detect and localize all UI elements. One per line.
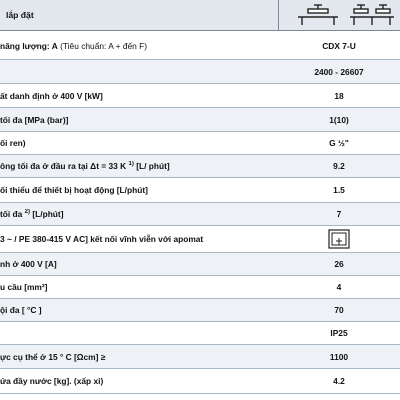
row-label (0, 352, 278, 362)
row-label-text: nh ở 400 V [A] (0, 259, 57, 269)
table-row (0, 253, 400, 276)
header-divider (278, 0, 279, 30)
row-label (0, 259, 278, 269)
row-label-text: ối thiểu để thiết bị hoạt động [L/phút] (0, 185, 148, 195)
row-label (0, 305, 278, 315)
row-label-text: ông tối đa ở đầu ra tại Δt = 33 K (0, 161, 127, 171)
row-label-text: tối đa [MPa (bar)] (0, 114, 69, 125)
row-label-unit: [L/phút] (30, 209, 64, 219)
row-value: 4 (336, 282, 342, 292)
row-value: 2400 - 26607 (314, 66, 364, 77)
row-label-note: (Tiêu chuẩn: A + đến F) (57, 41, 148, 51)
row-value: G ½" (329, 138, 349, 148)
faucet-icon (284, 3, 396, 29)
table-row (0, 60, 400, 84)
table-row (0, 276, 400, 299)
row-value: IP25 (330, 328, 348, 338)
table-row (0, 345, 400, 369)
row-label-text: ứa đầy nước [kg]. (xấp xỉ) (0, 376, 104, 386)
row-label-text: ất danh định ở 400 V [kW] (0, 90, 103, 101)
row-label (0, 185, 278, 195)
table-row (0, 369, 400, 394)
table-row (0, 33, 400, 60)
table-row (0, 226, 400, 253)
row-label (0, 161, 278, 171)
row-value: 70 (334, 305, 344, 315)
row-value: 9.2 (333, 161, 345, 171)
row-label-text: 3 ~ / PE 380-415 V AC] kết nối vĩnh viễn với apomat (0, 234, 204, 244)
table-row (0, 84, 400, 108)
row-value: 1(10) (329, 114, 349, 125)
row-label-text: ực cụ thể ở 15 ° C [Ωcm] ≥ (0, 351, 106, 362)
table-row (0, 203, 400, 226)
row-label (0, 91, 278, 101)
table-row (0, 108, 400, 132)
header-icons (284, 3, 396, 29)
row-value: 4.2 (333, 376, 345, 386)
row-label-text: tối đa (0, 209, 23, 219)
row-label (0, 209, 278, 219)
row-value (278, 229, 400, 249)
row-label-footnote: 1) (128, 161, 134, 168)
header-label: lắp đặt (6, 10, 34, 20)
table-row (0, 132, 400, 155)
row-label-text: u cầu [mm²] (0, 282, 48, 292)
row-label-footnote: 2) (24, 209, 31, 216)
row-value: 7 (336, 209, 342, 219)
table-row (0, 299, 400, 322)
row-label-unit: [L/ phút] (133, 161, 170, 171)
table-row (0, 322, 400, 345)
row-value: 26 (334, 259, 344, 269)
row-label (0, 282, 278, 292)
row-label-text: ội đa [ °C ] (0, 305, 42, 315)
row-label (0, 376, 278, 386)
row-label-text: ối ren) (0, 138, 26, 148)
row-value: 1.5 (333, 185, 345, 195)
row-label (0, 115, 278, 125)
row-label (0, 41, 278, 51)
row-label (0, 138, 278, 148)
row-label-text: năng lượng: A (0, 41, 58, 51)
row-value: 1100 (329, 351, 349, 362)
row-label (0, 234, 278, 244)
table-row (0, 155, 400, 178)
row-value: 18 (334, 90, 344, 101)
row-value: CDX 7-U (322, 41, 356, 51)
junction-box-icon (328, 229, 350, 249)
table-row (0, 178, 400, 203)
table-header-row (0, 0, 400, 31)
